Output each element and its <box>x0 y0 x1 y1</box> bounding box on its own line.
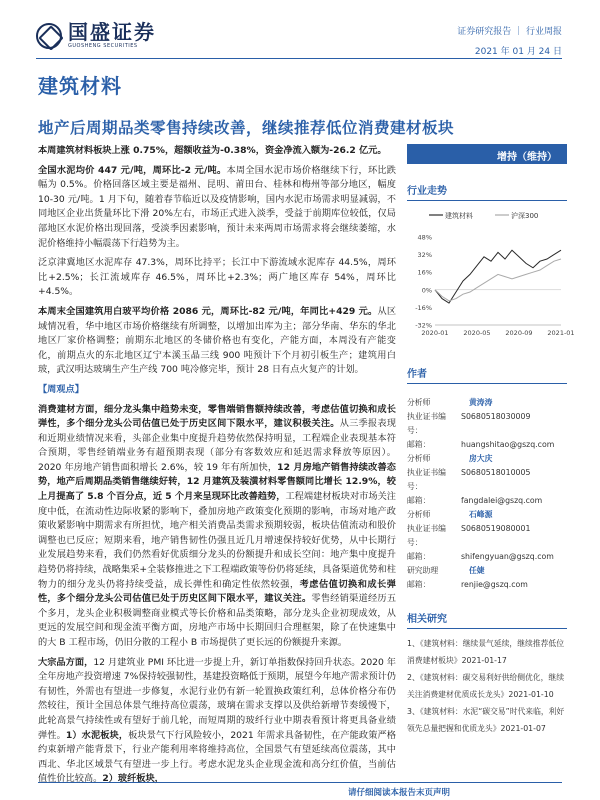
logo-icon <box>36 23 62 49</box>
y-tick-label: 16% <box>417 268 432 277</box>
page-footer <box>0 776 600 800</box>
consumer-headline: 消费建材方面，细分龙头集中趋势未变，零售端销售额持续改善，考虑估值切换和成长弹性，多个细分龙头公司估值已处于历史区间下限水平，建议积极关注。 <box>38 403 396 430</box>
footer-divider <box>38 782 562 783</box>
rating-badge: 增持（维持） <box>407 144 567 164</box>
y-tick-label: 48% <box>417 233 432 242</box>
paragraph-consumer <box>38 403 396 651</box>
author-row <box>407 396 567 410</box>
author-value: 石峰源 <box>469 510 493 519</box>
paragraph-bulk <box>38 656 396 787</box>
author-row <box>407 452 567 466</box>
author-value: S0680519080001 <box>461 524 531 533</box>
author-label: 研究助理 <box>407 566 439 575</box>
paragraph-glass <box>38 305 396 378</box>
author-row <box>407 578 567 592</box>
author-label: 分析师 <box>407 454 431 463</box>
paragraph-cement <box>38 164 396 252</box>
bulk-cement-text: 板块景气下行风险较小，2021 年需求具备韧性，在产能政策严格约束新增产能背景下，行业产能利用率将维持高位，全国景气有望延续高位震荡，其中西北、华北区域景气有望进一步上行。考虑水泥龙头企业现金流和高分红价值，当前估值性价比较高。 <box>38 729 396 785</box>
trend-chart-svg <box>407 207 575 347</box>
trend-title: 行业走势 <box>407 182 567 201</box>
consumer-text-2: 工程端建材板块对市场关注度中低，在流动性边际收紧的影响下，叠加房地产政策变化预期的影响，市场对地产政策收紧影响中期需求有所担忧，地产相关消费品类需求预期较弱，板块估值流动和股价调整也已反应；短期来看，地产销售韧性仍强且近几月增速保持较好优势，从中长期行业发展趋势来看，我们仍然看好优质细分龙头的份额提升和成长空间：地产集中度提升趋势仍将持续，战略集采+全装修推进之下工程端政策等份仍将延续，具备渠道优势和柱物力的细分龙头仍将持续受益，成长弹性和确定性依然较强， <box>38 491 396 590</box>
author-row <box>407 494 567 508</box>
series-line-1 <box>435 250 561 303</box>
bulk-cement-label: 1）水泥板块， <box>65 729 129 741</box>
bulk-text: 12 月建筑业 PMI 环比进一步提上升，新订单指数保持回升状态。2020 年全年房地产投资增速 7%保持较强韧性，基建投资略低于预期，展望今年地产需求预计仍有韧性，外需也有望进一步修复，水泥行业仍有新一轮置换政策红利，总体价格分布仍然较往，预计全国总体景气维持高位震荡，玻璃在需求支撑以及供给新增节奏缓慢下，此轮高景气持续性或有望好于前几轮，而短周期的玻纤行业中期表看预计将更具备业绩弹性。 <box>38 656 396 741</box>
author-row <box>407 550 567 564</box>
author-value: S0680518010005 <box>461 468 531 477</box>
weekly-view-label: 【周观点】 <box>38 383 84 395</box>
author-row <box>407 466 567 494</box>
company-logo <box>36 22 156 49</box>
x-tick-label: 2020-05 <box>463 329 491 337</box>
y-tick-label: -32% <box>415 321 432 330</box>
related-report-link[interactable]: 1、《建筑材料：继续景气延续，继续推荐低位消费建材板块》2021-01-17 <box>407 639 564 665</box>
x-tick-label: 2020-09 <box>505 329 533 337</box>
related-report-link[interactable]: 2、《建筑材料：碳交易利好供给侧优化，继续关注消费建材优质成长龙头》2021-01-10 <box>407 673 564 699</box>
consumer-bold-2: 12 月房地产销售持续改善态势，地产后周期品类销售继续好转，12 月建筑及装潢材料零售额同比增长 12.9%，较上月提高了 5.8 个百分点，近 5 个月来呈现环比改善趋势， <box>38 461 396 503</box>
main-body <box>38 144 396 792</box>
author-label: 邮箱： <box>407 580 431 589</box>
author-value: huangshitao@gszq.com <box>461 440 555 449</box>
author-label: 邮箱： <box>407 496 431 505</box>
legend-label-series-1: 建筑材料 <box>445 212 473 220</box>
glass-headline: 本周末全国建筑用白玻平均价格 2086 元，周环比-82 元/吨，年同比+429 元。 <box>38 305 378 317</box>
glass-text: 从区域情况看，华中地区市场价格继续有所调整，以增加出库为主；部分华南、华东的华北地区厂家价格调整；前期东北地区的冬储价格也有变化，产能方面，本周没有产能变化，前期点火的东北地区辽宁本溪玉晶三线 900 吨预计下个月初引板生产；建筑用白玻，武汉明达玻璃生产生产线 700 吨冷修完毕，预计 28 日有点火复产的计划。 <box>38 305 397 376</box>
author-value: 黄涛涛 <box>469 398 493 407</box>
consumer-text-3: 零售经销渠道经历五个多月，龙头企业积极调整商业模式等长价格和品类策略，部分龙头企业初现成效，从更远的发展空间和现金流平衡方面，房地产市场中长期回归合理框架，除了在快速集中的大 B 工程市场，仍旧分散的工程小 B 市场提供了更长远的份额提升来源。 <box>38 593 397 648</box>
x-tick-label: 2021-01 <box>547 329 575 337</box>
author-value: 任婕 <box>469 566 485 575</box>
consumer-bold-3: 考虑估值切换和成长弹性，多个细分龙头公司估值已处于历史区间下限水平，建议关注。 <box>38 578 396 605</box>
author-label: 执业证书编号： <box>407 524 446 547</box>
author-value: S0680518030009 <box>461 412 531 421</box>
author-row <box>407 438 567 452</box>
authors-list <box>407 396 567 592</box>
author-value: fangdalei@gszq.com <box>461 496 543 505</box>
inventory-text: 泛京津冀地区水泥库存 47.3%，周环比持平；长江中下游流域水泥库存 44.5%，周环比+2.5%；长江流域库存 46.5%，周环比+2.3%；两广地区库存 54%，周环比+4.5%。 <box>38 257 396 298</box>
related-title: 相关研究 <box>407 610 567 629</box>
related-report-link[interactable]: 3、《建筑材料：水泥“碳交易”时代来临，利好领先总量把握和优质龙头》2021-01-07 <box>407 707 565 733</box>
bulk-headline: 大宗品方面， <box>38 656 94 668</box>
cement-headline: 全国水泥均价 447 元/吨，周环比-2 元/吨。 <box>38 164 227 176</box>
report-date: 2021 年 01 月 24 日 <box>474 47 562 57</box>
authors-title: 作者 <box>407 365 567 384</box>
author-row <box>407 410 567 438</box>
logo-name: 国盛证券 <box>68 20 156 44</box>
logo-subtitle: GUOSHENG SECURITIES <box>68 43 138 49</box>
weekly-view-tag <box>38 383 396 398</box>
author-row <box>407 508 567 522</box>
y-tick-label: 0% <box>421 286 432 295</box>
paragraph-summary <box>38 144 396 159</box>
sidebar <box>407 144 575 737</box>
author-value: renjie@gszq.com <box>461 580 528 589</box>
y-tick-label: 32% <box>417 251 432 260</box>
author-label: 邮箱： <box>407 552 431 561</box>
header-divider <box>36 58 562 59</box>
related-list <box>407 635 567 737</box>
author-label: 执业证书编号： <box>407 412 446 435</box>
author-row <box>407 564 567 578</box>
report-title: 地产后周期品类零售持续改善，继续推荐低位消费建材板块 <box>38 119 455 137</box>
x-tick-label: 2020-01 <box>421 329 449 337</box>
cement-text: 本周全国水泥市场价格继续下行，环比跌幅为 0.5%。价格回落区域主要是福州、昆明、莆田台、桂林和梅州等部分地区，幅度 10-30 元/吨。1 月下旬，随着春节临近以及疫情影响，国内水泥市场需求明显减弱，不同地区企业出货量环比下滑 20%左右，市场正式进入淡季，受益于前期库位较低，仅局部地区水泥价格出现回落，受淡季因素影响，预计未来两周市场需求将会继续萎缩，水泥价格维持小幅震荡下行趋势为主。 <box>38 164 396 249</box>
author-label: 分析师 <box>407 510 431 519</box>
footer-disclaimer: 请仔细阅读本报告末页声明 <box>347 788 450 798</box>
legend-label-series-2: 沪深300 <box>511 212 539 220</box>
report-type: 证券研究报告 ｜ 行业周报 <box>457 27 562 37</box>
author-row <box>407 522 567 550</box>
bulk-fiberglass-label: 2）玻纤板块， <box>102 773 164 785</box>
summary-text: 本周建筑材料板块上涨 0.75%，超额收益为-0.38%，资金净流入额为-26.2 亿元。 <box>38 145 387 156</box>
author-label: 邮箱： <box>407 440 431 449</box>
author-label: 分析师 <box>407 398 431 407</box>
section-title: 建筑材料 <box>38 74 122 98</box>
y-tick-label: -16% <box>415 303 432 312</box>
trend-chart <box>407 207 575 347</box>
page-header <box>0 0 600 62</box>
consumer-text: 从三季报表现和近期业绩情况来看，头部企业集中度提升趋势依然保持明显，工程端企业表现基本符合预期，零售经销端业务有超预期表现（部分有客数效应和延迟需求释放等原因）。2020 年房地产销售面积增长 2.6%，较 19 年有所加快， <box>38 418 397 473</box>
author-label: 执业证书编号： <box>407 468 446 491</box>
paragraph-inventory <box>38 256 396 300</box>
author-value: 房大庆 <box>469 454 493 463</box>
author-value: shifengyuan@gszq.com <box>461 552 554 561</box>
